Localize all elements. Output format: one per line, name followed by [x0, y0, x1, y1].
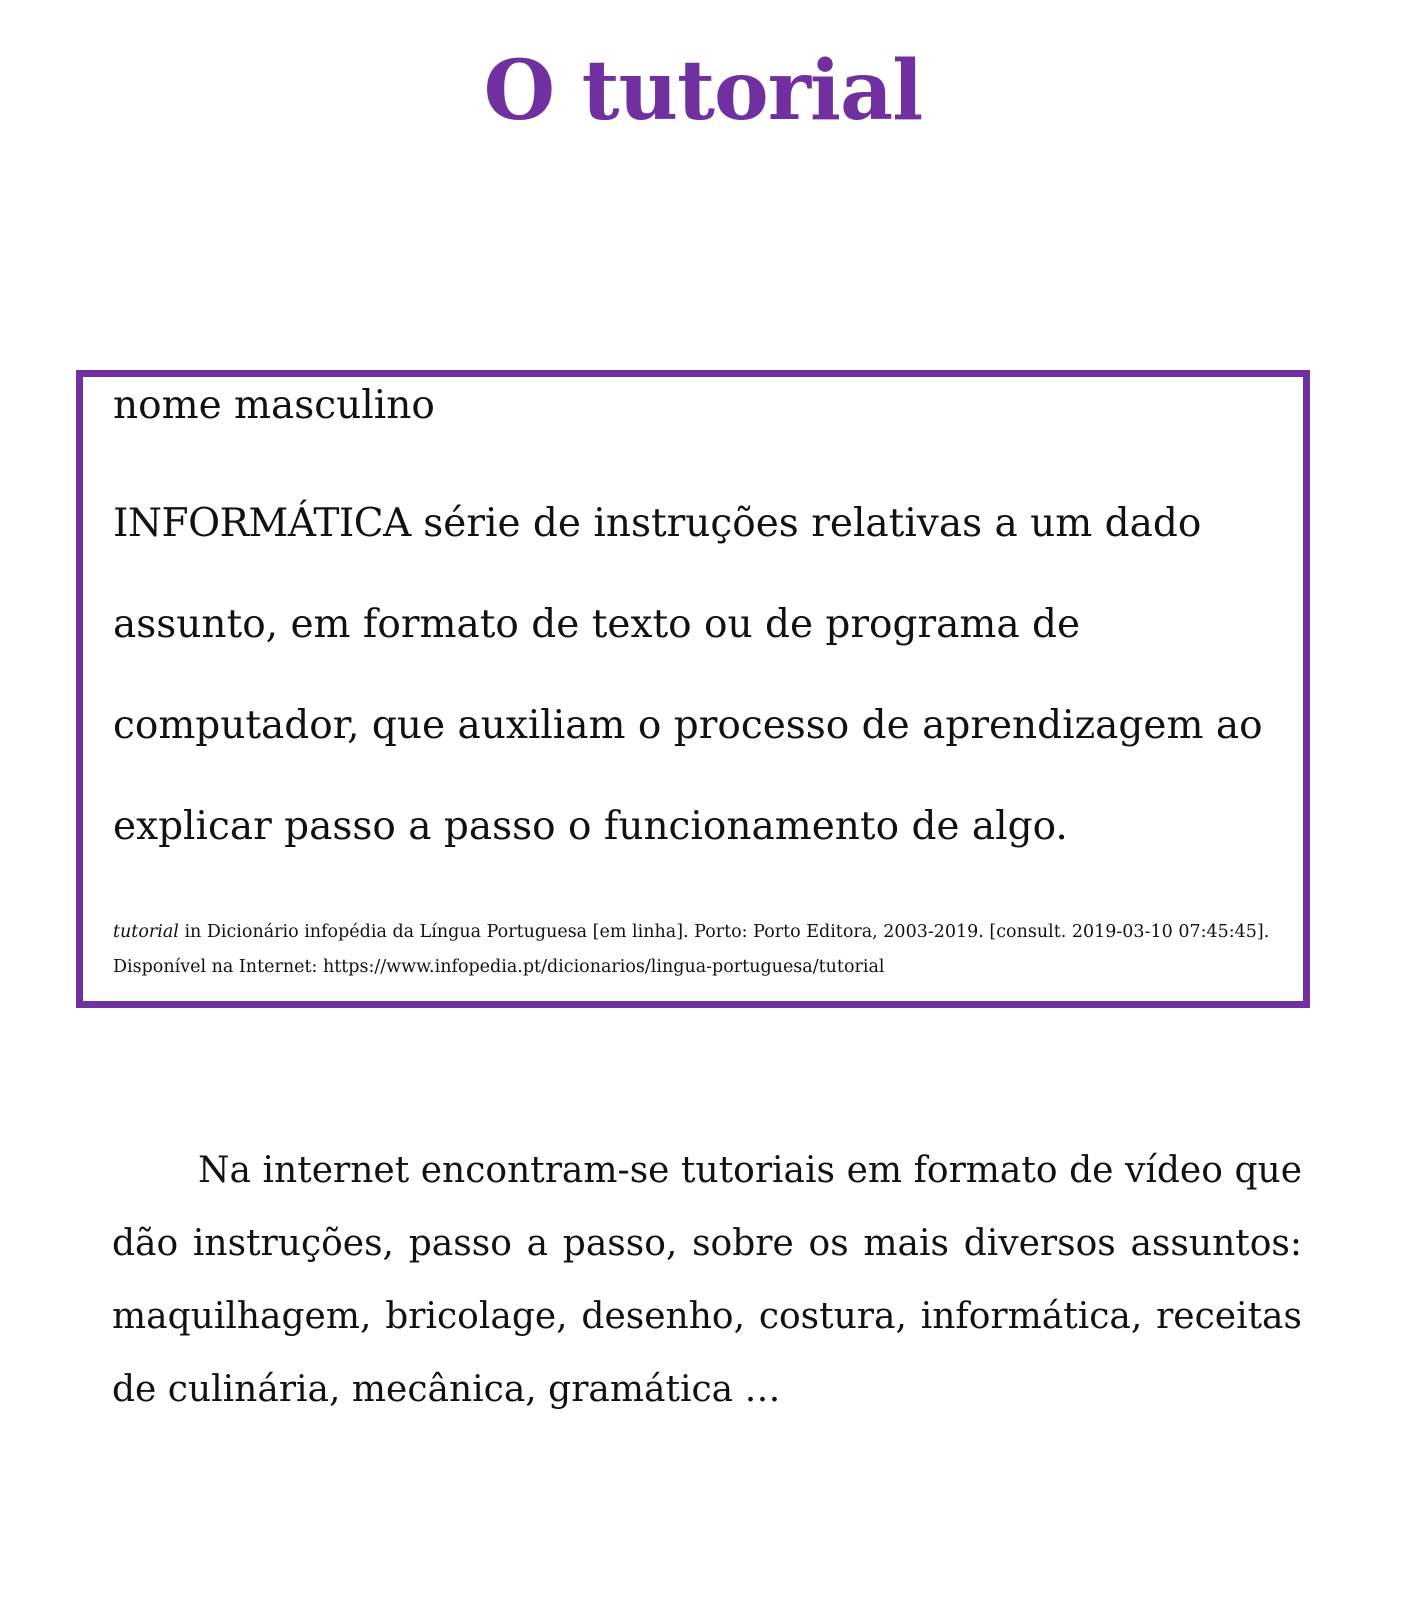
citation-source: in Dicionário infopédia da Língua Portuguesa [em linha]. Porto: Porto Editora, 2003-2019. [consult. 2019-03-10 07:45:45]. — [184, 922, 1270, 942]
definition-body: série de instruções relativas a um dado assunto, em formato de texto ou de programa de computador, que auxiliam o processo de aprendizagem ao explicar passo a passo o funcionamento de algo. — [113, 501, 1263, 849]
page-title: O tutorial — [483, 43, 923, 139]
citation — [113, 915, 1303, 985]
word-class: nome masculino — [113, 383, 435, 428]
citation-url[interactable]: https://www.infopedia.pt/dicionarios/lingua-portuguesa/tutorial — [322, 957, 885, 977]
body-paragraph: Na internet encontram-se tutoriais em formato de vídeo que dão instruções, passo a passo, sobre os mais diversos assuntos: maquilhagem, bricolage, desenho, costura, informática, receitas de culinária, mecânica, gramática … — [112, 1150, 1302, 1410]
definition-box — [76, 370, 1310, 1008]
definition-text — [113, 473, 1293, 877]
definition-domain: INFORMÁTICA — [113, 501, 411, 546]
citation-term: tutorial — [113, 922, 179, 942]
citation-availability-label: Disponível na Internet: — [113, 957, 318, 977]
